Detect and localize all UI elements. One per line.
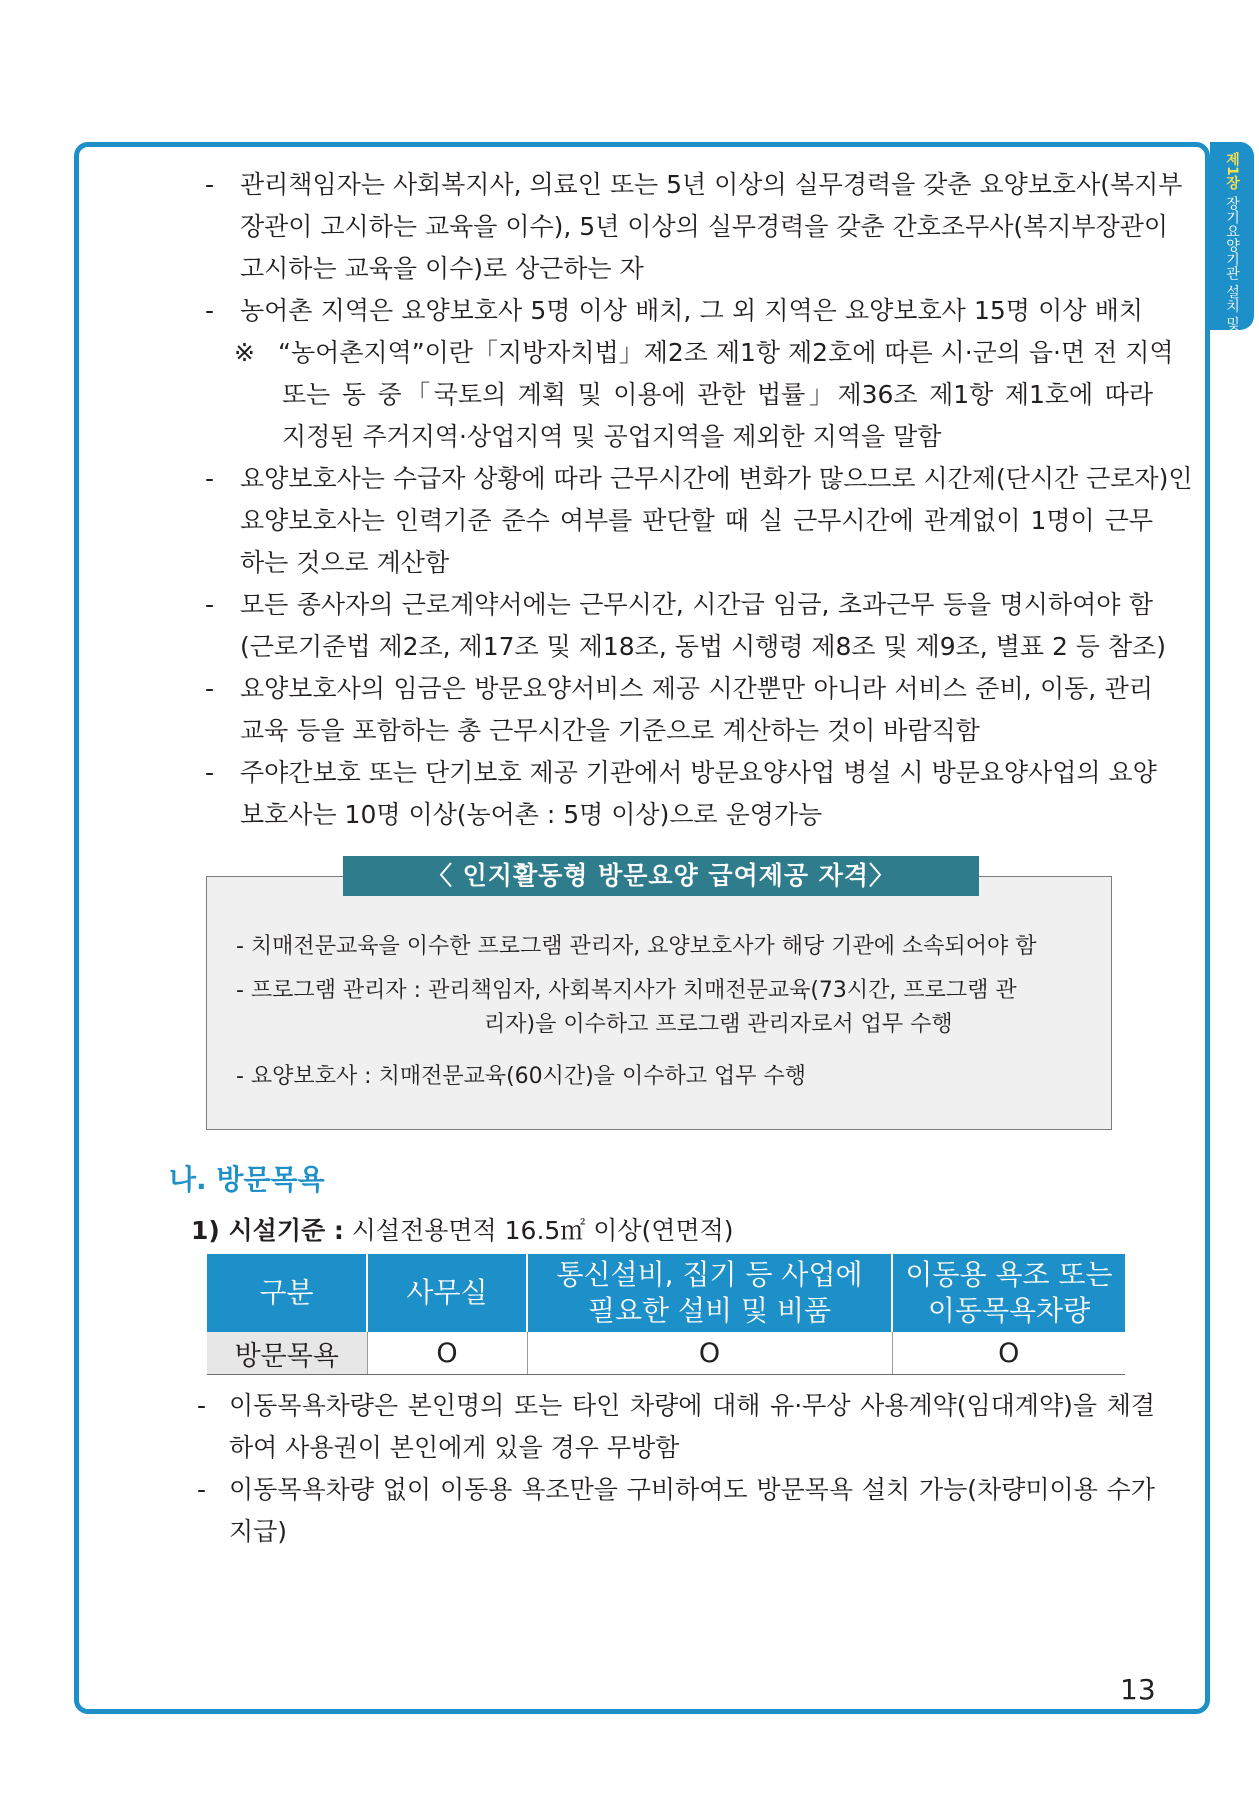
bullet-line: 주야간보호 또는 단기보호 제공 기관에서 방문요양사업 병설 시 방문요양사업의 요양 [240, 758, 1157, 787]
qualification-box-title: 〈 인지활동형 방문요양 급여제공 자격〉 [343, 856, 979, 896]
table-cell: 방문목욕 [207, 1332, 367, 1375]
bullet-line: 모든 종사자의 근로계약서에는 근무시간, 시간급 임금, 초과근무 등을 명시하여야 함 [240, 590, 1153, 619]
bullet-dash: - [205, 296, 215, 325]
bullet-line: 장관이 고시하는 교육을 이수), 5년 이상의 실무경력을 갖춘 간호조무사(복지부장관이 [240, 212, 1169, 241]
bullet-dash: - [205, 758, 215, 787]
bullet-line: 교육 등을 포함하는 총 근무시간을 기준으로 계산하는 것이 바람직함 [240, 716, 980, 745]
bullet-dash: - [205, 674, 215, 703]
bullet-dash: - [197, 1475, 207, 1504]
bullet-line: 하여 사용권이 본인에게 있을 경우 무방함 [229, 1433, 680, 1462]
note-line: “농어촌지역”이란「지방자치법」제2조 제1항 제2호에 따른 시·군의 읍·면 전 지역 [278, 338, 1174, 367]
bullet-line: 요양보호사는 수급자 상황에 따라 근무시간에 변화가 많으므로 시간제(단시간 근로자)인 [240, 464, 1193, 493]
qualification-line: - 요양보호사 : 치매전문교육(60시간)을 이수하고 업무 수행 [236, 1064, 807, 1089]
note-line: 지정된 주거지역·상업지역 및 공업지역을 제외한 지역을 말함 [282, 422, 942, 451]
table-header-cell: 사무실 [367, 1254, 527, 1332]
qualification-line: 리자)을 이수하고 프로그램 관리자로서 업무 수행 [484, 1012, 953, 1037]
table-row [207, 1332, 1125, 1375]
facility-standard-heading [191, 1212, 734, 1250]
page-number: 13 [1120, 1673, 1156, 1706]
chapter-number: 제1장 [1224, 152, 1240, 190]
facility-standard-label: 1) 시설기준 : [191, 1216, 344, 1245]
table-cell: O [527, 1332, 892, 1375]
bullet-line: 이동목욕차량 없이 이동용 욕조만을 구비하여도 방문목욕 설치 가능(차량미이용 수가 [229, 1475, 1155, 1504]
bullet-dash: - [205, 170, 215, 199]
bullet-line: (근로기준법 제2조, 제17조 및 제18조, 동법 시행령 제8조 및 제9조, 별표 2 등 참조) [240, 632, 1166, 661]
bullet-dash: - [205, 464, 215, 493]
table-header-cell: 이동용 욕조 또는 이동목욕차량 [892, 1254, 1125, 1332]
bullet-line: 보호사는 10명 이상(농어촌 : 5명 이상)으로 운영가능 [240, 800, 823, 829]
chapter-side-tab-text [1210, 152, 1254, 364]
section-heading: 나. 방문목욕 [169, 1163, 325, 1196]
bullet-line: 관리책임자는 사회복지사, 의료인 또는 5년 이상의 실무경력을 갖춘 요양보호사(복지부 [240, 170, 1183, 199]
facility-standard-text: 시설전용면적 16.5㎡ 이상(연면적) [351, 1216, 734, 1245]
bullet-line: 지급) [229, 1517, 288, 1546]
bullet-line: 이동목욕차량은 본인명의 또는 타인 차량에 대해 유·무상 사용계약(임대계약)을 체결 [229, 1391, 1155, 1420]
facility-table [207, 1254, 1125, 1375]
table-cell: O [892, 1332, 1125, 1375]
bullet-dash: - [197, 1391, 207, 1420]
note-line: 또는 동 중「국토의 계획 및 이용에 관한 법률」제36조 제1항 제1호에 따라 [282, 380, 1153, 409]
bullet-dash: - [205, 590, 215, 619]
table-cell: O [367, 1332, 527, 1375]
table-header-cell: 통신설비, 집기 등 사업에 필요한 설비 및 비품 [527, 1254, 892, 1332]
bullet-line: 고시하는 교육을 이수)로 상근하는 자 [240, 254, 644, 283]
bullet-line: 농어촌 지역은 요양보호사 5명 이상 배치, 그 외 지역은 요양보호사 15명 이상 배치 [240, 296, 1143, 325]
note-mark: ※ [234, 338, 255, 367]
chapter-side-tab[interactable] [1210, 142, 1254, 364]
bullet-line: 요양보호사의 임금은 방문요양서비스 제공 시간뿐만 아니라 서비스 준비, 이동, 관리 [240, 674, 1153, 703]
bullet-line: 하는 것으로 계산함 [240, 548, 450, 577]
qualification-line: - 프로그램 관리자 : 관리책임자, 사회복지사가 치매전문교육(73시간, 프로그램 관 [236, 978, 1017, 1003]
bullet-line: 요양보호사는 인력기준 준수 여부를 판단할 때 실 근무시간에 관계없이 1명이 근무 [240, 506, 1153, 535]
chapter-title: 장기요양기관 설치 및 지정 [1224, 195, 1240, 364]
qualification-line: - 치매전문교육을 이수한 프로그램 관리자, 요양보호사가 해당 기관에 소속되어야 함 [236, 934, 1037, 959]
facility-table-header-row [207, 1254, 1125, 1332]
table-header-cell: 구분 [207, 1254, 367, 1332]
